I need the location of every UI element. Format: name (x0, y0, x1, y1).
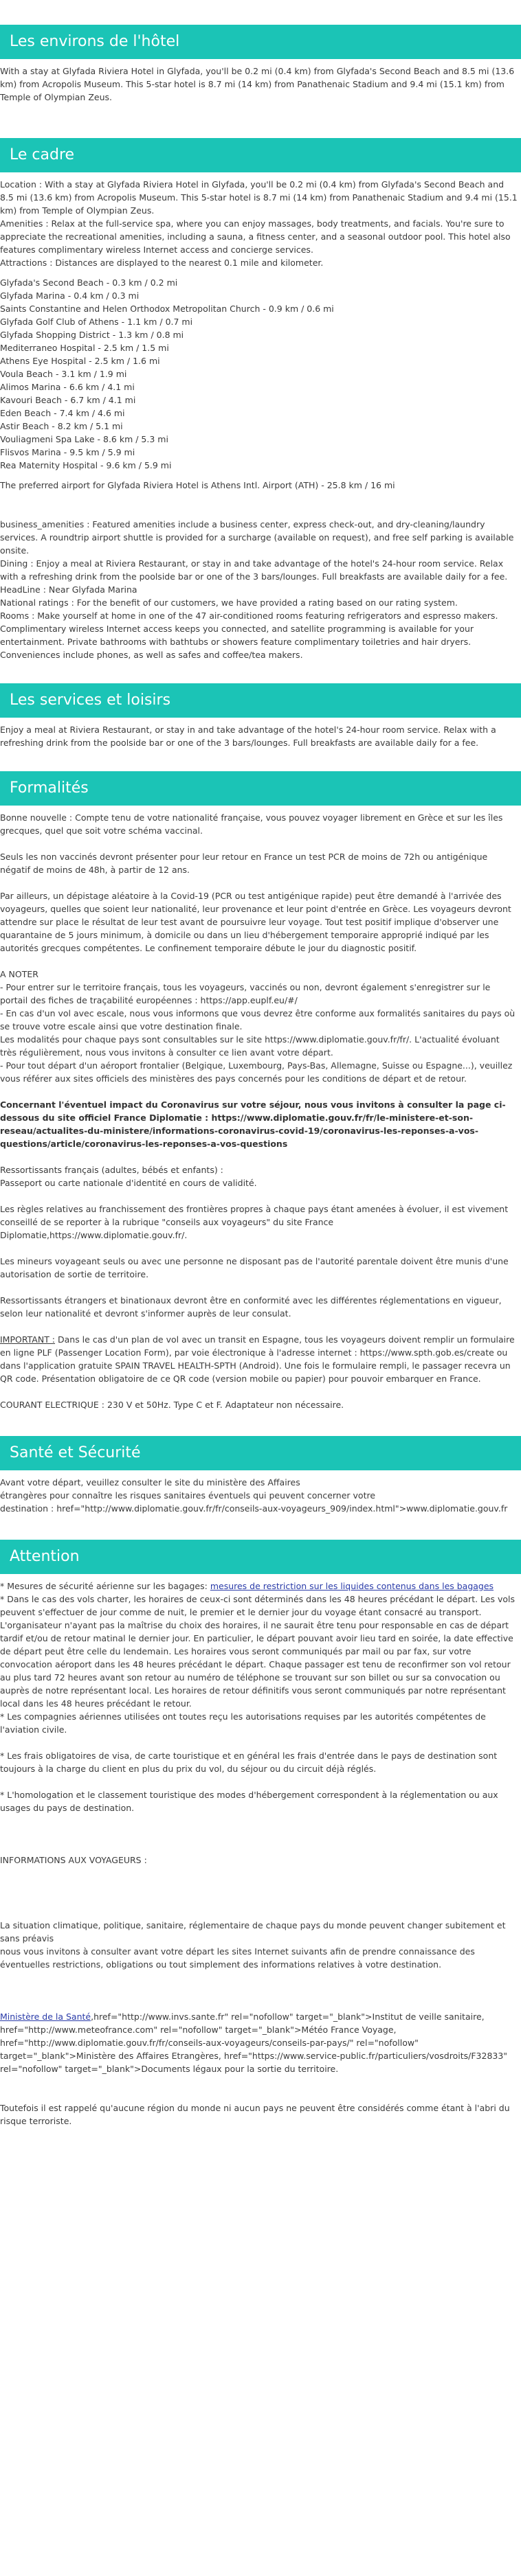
courant-electrique: COURANT ELECTRIQUE : 230 V et 50Hz. Type C et F. Adaptateur non nécessaire. (0, 1400, 344, 1410)
section-title-cadre: Le cadre (10, 146, 75, 163)
a-noter-line: - Pour entrer sur le territoire français, tous les voyageurs, vaccinés ou non, devront également s'enregistrer sur le portail des fiches de traçabilité européennes : https://app.euplf.eu/#/ (0, 982, 491, 1005)
cadre-dining: Dining : Enjoy a meal at Riviera Restaurant, or stay in and take advantage of the hotel's 24-hour room service. Relax with a refreshing drink from the poolside bar or one of the 3 bars/lounges. Full breakfasts are available daily for a fee. (0, 558, 508, 582)
formalites-p2: Seuls les non vaccinés devront présenter pour leur retour en France un test PCR de moins de 72h ou antigénique négatif de moins de 48h, à partir de 12 ans. (0, 852, 488, 875)
cadre-amenities: Amenities : Relax at the full-service spa, where you can enjoy massages, body treatments, and facials. You're sure to appreciate the recreational amenities, including a sauna, a fitness center, and a seasonal outdoor pool. This hotel also features complimentary wireless Internet access and concierge services. (0, 218, 511, 255)
list-item: Kavouri Beach - 6.7 km / 4.1 mi (0, 395, 136, 405)
cadre-rooms: Rooms : Make yourself at home in one of the 47 air-conditioned rooms featuring refrigerators and espresso makers. Complimentary wireless Internet access keeps you connected, and satellite programming is available for your entertainment. Private bathrooms with bathtubs or showers feature complimentary toiletries and hair dryers. Conveniences include phones, as well as safes and coffee/tea makers. (0, 611, 498, 660)
climat-text: La situation climatique, politique, sanitaire, réglementaire de chaque pays du monde peuvent changer subitement et sans préavis (0, 1920, 506, 1944)
section-sante (0, 1470, 521, 1515)
distance-list (0, 276, 518, 472)
homologation-text: * L'homologation et le classement touristique des modes d'hébergement correspondent à la réglementation ou aux usages du pays de destination. (0, 1790, 498, 1813)
list-item: Rea Maternity Hospital - 9.6 km / 5.9 mi (0, 460, 172, 470)
mineurs-text: Les mineurs voyageant seuls ou avec une personne ne disposant pas de l'autorité parentale doivent être munis d'une autorisation de sortie de territoire. (0, 1256, 509, 1279)
section-header-services (0, 683, 521, 718)
section-header-sante (0, 1436, 521, 1470)
list-item: Glyfada Golf Club of Athens - 1.1 km / 0.7 mi (0, 317, 193, 327)
frais-text: * Les frais obligatoires de visa, de carte touristique et en général les frais d'entrée dans le pays de destination sont toujours à la charge du client en plus du prix du vol, du séjour ou du circuit déjà réglés. (0, 1751, 498, 1774)
ressortissants-title: Ressortissants français (adultes, bébés et enfants) : (0, 1165, 223, 1175)
list-item: Alimos Marina - 6.6 km / 4.1 mi (0, 382, 135, 392)
section-title-attention: Attention (10, 1548, 80, 1565)
bagages-notice (0, 1580, 518, 1593)
a-noter-line: Les modalités pour chaque pays sont consultables sur le site https://www.diplomatie.gouv.fr/fr/. L'actualité évoluant très régulièrement, nous vous invitons à consulter ce lien avant votre départ. (0, 1034, 500, 1058)
invitons-text: nous vous invitons à consulter avant votre départ les sites Internet suivants afin de prendre connaissance des éventuelles restrictions, obligations ou tout simplement des informations relatives à votre destination. (0, 1946, 475, 1970)
a-noter-title: A NOTER (0, 969, 38, 979)
cadre-ratings: National ratings : For the benefit of our customers, we have provided a rating based on our rating system. (0, 597, 458, 608)
environs-text: With a stay at Glyfada Riviera Hotel in Glyfada, you'll be 0.2 mi (0.4 km) from Glyfada's Second Beach and 8.5 mi (13.6 km) from Acropolis Museum. This 5-star hotel is 8.7 mi (14 km) from Panathenaic Stadium and 9.4 mi (15.1 km) from Temple of Olympian Zeus. (0, 66, 515, 102)
a-noter-line: - Pour tout départ d'un aéroport frontalier (Belgique, Luxembourg, Pays-Bas, Allemagne, Suisse ou Espagne...), veuillez vous référer aux sites officiels des ministères des pays concernés pour les conditions de départ et de retour. (0, 1060, 513, 1084)
infos-voyageurs-title: INFORMATIONS AUX VOYAGEURS : (0, 1855, 147, 1865)
bagages-restriction-link[interactable]: mesures de restriction sur les liquides contenus dans les bagages (210, 1581, 494, 1591)
formalites-p1: Bonne nouvelle : Compte tenu de votre nationalité française, vous pouvez voyager librement en Grèce et sur les îles grecques, quel que soit votre schéma vaccinal. (0, 812, 503, 836)
sante-line: destination : href="http://www.diplomatie.gouv.fr/fr/conseils-aux-voyageurs_909/index.html">www.diplomatie.gouv.fr (0, 1503, 508, 1514)
coronavirus-notice: Concernant l'éventuel impact du Coronavirus sur votre séjour, nous vous invitons à consulter la page ci-dessous du site officiel France Diplomatie : https://www.diplomatie.gouv.fr/fr/le-ministere-et-son-reseau/actualites-du-ministere/informations-coronavirus-covid-19/coronavirus-les-reponses-a-vos-questions/article/coronavirus-les-reponses-a-vos-questions (0, 1099, 506, 1149)
section-header-environs (0, 25, 521, 59)
section-header-cadre (0, 138, 521, 172)
bagages-prefix: * Mesures de sécurité aérienne sur les bagages: (0, 1581, 210, 1591)
list-item: Mediterraneo Hospital - 2.5 km / 1.5 mi (0, 343, 169, 353)
horaires-text: * Dans le cas des vols charter, les horaires de ceux-ci sont déterminés dans les 48 heures précédant le départ. Les vols peuvent s'effectuer de jour comme de nuit, le premier et le dernier jour du voyage étant consacré au transport. L'organisateur n'ayant pas la maîtrise du choix des horaires, il ne saurait être tenu pour responsable en cas de départ tardif et/ou de retour matinal le dernier jour. En particulier, le départ pouvant avoir lieu tard en soirée, la date effective de départ peut être celle du lendemain. Les horaires vous seront communiqués par mail ou par fax, sur votre convocation aéroport dans les 48 heures précédant le départ. Chaque passager est tenu de reconfirmer son vol retour au plus tard 72 heures avant son retour au numéro de téléphone se trouvant sur son billet ou sur sa convocation ou auprès de notre représentant local. Les horaires de retour définitifs vous seront communiqués par notre représentant local dans les 48 heures précédant le retour. (0, 1594, 515, 1709)
list-item: Vouliagmeni Spa Lake - 8.6 km / 5.3 mi (0, 434, 168, 444)
useful-links (0, 2010, 518, 2075)
list-item: Flisvos Marina - 9.5 km / 5.9 mi (0, 447, 135, 457)
list-item: Voula Beach - 3.1 km / 1.9 mi (0, 369, 127, 379)
ressortissants-docs: Passeport ou carte nationale d'identité en cours de validité. (0, 1178, 257, 1188)
section-title-sante: Santé et Sécurité (10, 1444, 141, 1461)
section-header-attention (0, 1540, 521, 1574)
ministere-sante-link[interactable]: Ministère de la Santé (0, 2011, 91, 2022)
etrangers-text: Ressortissants étrangers et binationaux devront être en conformité avec les différentes réglementations en vigueur, selon leur nationalité et devront s'informer auprès de leur consulat. (0, 1295, 502, 1319)
section-title-environs: Les environs de l'hôtel (10, 33, 180, 50)
cadre-airport: The preferred airport for Glyfada Riviera Hotel is Athens Intl. Airport (ATH) - 25.8 km / 16 mi (0, 480, 395, 490)
formalites-p3: Par ailleurs, un dépistage aléatoire à la Covid-19 (PCR ou test antigénique rapide) peut être demandé à l'arrivée des voyageurs, quelles que soient leur nationalité, leur provenance et leur point d'entrée en Grèce. Les voyageurs devront attendre sur place le résultat de leur test avant de poursuivre leur voyage. Tout test positif implique d'observer une quarantaine de 5 jours minimum, à domicile ou dans un lieu d'hébergement temporaire approprié indiqué par les autorités grecques compétentes. Le confinement temporaire débute le jour du diagnostic positif. (0, 891, 511, 953)
list-item: Eden Beach - 7.4 km / 4.6 mi (0, 408, 125, 418)
cadre-location: Location : With a stay at Glyfada Riviera Hotel in Glyfada, you'll be 0.2 mi (0.4 km) from Glyfada's Second Beach and 8.5 mi (13.6 km) from Acropolis Museum. This 5-star hotel is 8.7 mi (14 km) from Panathenaic Stadium and 9.4 mi (15.1 km) from Temple of Olympian Zeus. (0, 179, 518, 216)
sante-line: étrangères pour connaître les risques sanitaires éventuels qui peuvent concerner votre (0, 1490, 376, 1501)
section-services (0, 718, 521, 749)
section-cadre (0, 172, 521, 661)
list-item: Saints Constantine and Helen Orthodox Metropolitan Church - 0.9 km / 0.6 mi (0, 304, 334, 314)
services-text: Enjoy a meal at Riviera Restaurant, or stay in and take advantage of the hotel's 24-hour room service. Relax with a refreshing drink from the poolside bar or one of the 3 bars/lounges. Full breakfasts are available daily for a fee. (0, 725, 496, 748)
cadre-attractions: Attractions : Distances are displayed to the nearest 0.1 mile and kilometer. (0, 258, 324, 268)
list-item: Athens Eye Hospital - 2.5 km / 1.6 mi (0, 356, 160, 366)
list-item: Astir Beach - 8.2 km / 5.1 mi (0, 421, 123, 431)
section-attention (0, 1574, 521, 2128)
terroriste-text: Toutefois il est rappelé qu'aucune région du monde ni aucun pays ne peuvent être considérés comme étant à l'abri du risque terroriste. (0, 2103, 510, 2126)
list-item: Glyfada Shopping District - 1.3 km / 0.8 mi (0, 330, 184, 340)
list-item: Glyfada Marina - 0.4 km / 0.3 mi (0, 290, 140, 301)
important-notice (0, 1333, 518, 1385)
a-noter-line: - En cas d'un vol avec escale, nous vous informons que vous devrez être conforme aux formalités sanitaires du pays où se trouve votre escale ainsi que votre destination finale. (0, 1008, 516, 1031)
cadre-business: business_amenities : Featured amenities include a business center, express check-out, and dry-cleaning/laundry services. A roundtrip airport shuttle is provided for a surcharge (available on request), and free self parking is available onsite. (0, 519, 514, 556)
sante-line: Avant votre départ, veuillez consulter le site du ministère des Affaires (0, 1477, 300, 1488)
section-header-formalites (0, 771, 521, 806)
useful-links-text: ,href="http://www.invs.sante.fr" rel="nofollow" target="_blank">Institut de veille sanitaire, href="http://www.meteofrance.com" rel="nofollow" target="_blank">Météo France Voyage, href="http://www.diplomatie.gouv.fr/fr/conseils-aux-voyageurs/conseils-par-pays/" rel="nofollow" target="_blank">Ministère des Affaires Etrangères, href="https://www.service-public.fr/particuliers/vosdroits/F32833" rel="nofollow" target="_blank">Documents légaux pour la sortie du territoire. (0, 2011, 508, 2074)
section-title-services: Les services et loisirs (10, 692, 171, 709)
section-environs (0, 59, 521, 104)
regles-frontieres: Les règles relatives au franchissement des frontières propres à chaque pays étant amenées à évoluer, il est vivement conseillé de se reporter à la rubrique "conseils aux voyageurs" du site France Diplomatie,https://www.diplomatie.gouv.fr/. (0, 1204, 509, 1240)
important-label: IMPORTANT : (0, 1334, 56, 1345)
list-item: Glyfada's Second Beach - 0.3 km / 0.2 mi (0, 277, 178, 288)
section-formalites (0, 806, 521, 1411)
important-text: Dans le cas d'un plan de vol avec un transit en Espagne, tous les voyageurs doivent remplir un formulaire en ligne PLF (Passenger Location Form), par voie électronique à l'adresse internet : https://www.spth.gob.es/create ou dans l'application gratuite SPAIN TRAVEL HEALTH-SPTH (Android). Une fois le formulaire rempli, le passager recevra un QR code. Présentation obligatoire de ce QR code (version mobile ou papier) pour pouvoir embarquer en France. (0, 1334, 515, 1384)
section-title-formalites: Formalités (10, 779, 89, 797)
compagnies-text: * Les compagnies aériennes utilisées ont toutes reçu les autorisations requises par les autorités compétentes de l'aviation civile. (0, 1711, 486, 1735)
cadre-headline: HeadLine : Near Glyfada Marina (0, 584, 137, 595)
